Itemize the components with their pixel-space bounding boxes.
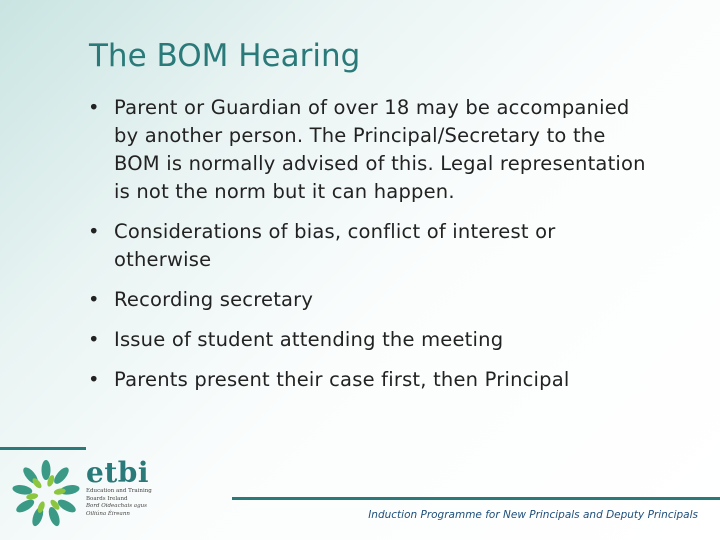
divider-long	[232, 497, 720, 500]
bullet-item: • Considerations of bias, conflict of interest or otherwise	[88, 218, 648, 274]
logo-subtitle-irish: Oiliúna Éireann	[86, 510, 130, 517]
divider-short	[0, 447, 86, 450]
bullet-item: • Parent or Guardian of over 18 may be accompanied by another person. The Principal/Secretary to the BOM is normally advised of this. Legal representation is not the norm but it can happen.	[88, 94, 648, 206]
logo-subtitle: Education and Training	[86, 488, 152, 494]
logo-text	[86, 458, 206, 518]
bullet-item: • Issue of student attending the meeting	[88, 326, 648, 354]
logo-wordmark: etbi	[86, 456, 149, 489]
logo-subtitle: Boards Ireland	[86, 495, 128, 502]
bullet-item: • Recording secretary	[88, 286, 648, 314]
bullet-item: • Parents present their case first, then Principal	[88, 366, 648, 394]
bullet-list	[88, 94, 648, 394]
etbi-logo-icon	[10, 458, 82, 530]
logo-subtitle-irish: Bord Oideachais agus	[86, 503, 147, 509]
slide-title: The BOM Hearing	[89, 38, 361, 74]
footer-text: Induction Programme for New Principals and Deputy Principals	[368, 509, 698, 521]
